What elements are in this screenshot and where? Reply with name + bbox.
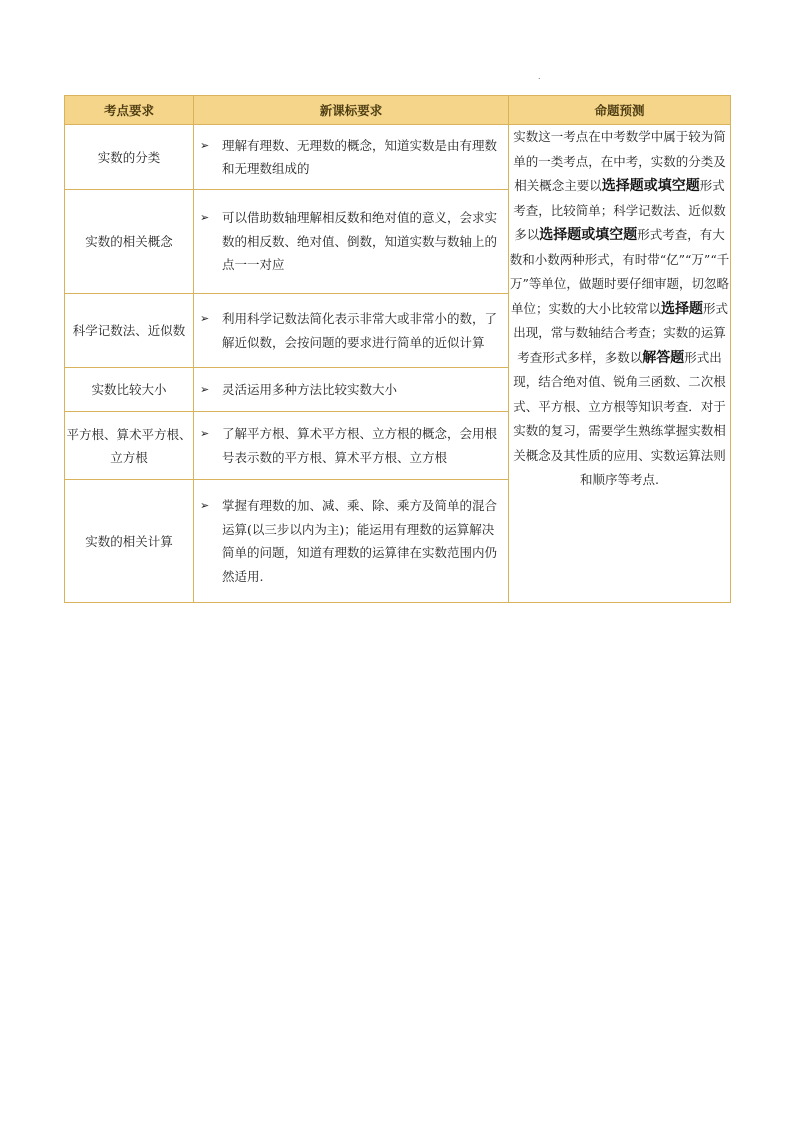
requirement-cell <box>194 368 509 412</box>
header-topic: 考点要求 <box>65 96 194 125</box>
bullet-arrow-icon: ➢ <box>200 138 210 152</box>
bullet-arrow-icon: ➢ <box>200 211 210 225</box>
topic-cell: 平方根、算术平方根、立方根 <box>65 412 194 480</box>
requirement-cell <box>194 294 509 368</box>
requirement-cell <box>194 190 509 294</box>
header-requirement: 新课标要求 <box>194 96 509 125</box>
requirement-text: 利用科学记数法简化表示非常大或非常小的数，了解近似数，会按问题的要求进行简单的近似计算 <box>222 311 498 350</box>
requirement-text: 掌握有理数的加、减、乘、除、乘方及简单的混合运算(以三步以内为主)；能运用有理数的运算解决简单的问题，知道有理数的运算律在实数范围内仍然适用. <box>222 498 498 584</box>
table-header-row <box>65 96 731 125</box>
bullet-arrow-icon: ➢ <box>200 499 210 512</box>
topic-cell: 实数的相关计算 <box>65 480 194 603</box>
page-dot: . <box>538 72 541 81</box>
requirement-text: 可以借助数轴理解相反数和绝对值的意义，会求实数的相反数、绝对值、倒数，知道实数与数轴上的点一一对应 <box>222 210 498 273</box>
topic-cell: 实数的相关概念 <box>65 190 194 294</box>
table-row <box>65 125 731 190</box>
topic-cell: 实数的分类 <box>65 125 194 190</box>
prediction-text: 实数这一考点在中考数学中属于较为简单的一类考点，在中考，实数的分类及相关概念主要以选择题或填空题形式考查，比较简单；科学记数法、近似数多以选择题或填空题形式考查，有大数和小数两种形式，有时带“亿”“万”“千万”等单位，做题时要仔细审题，切忽略单位；实数的大小比较常以选择题形式出现，常与数轴结合考查；实数的运算考查形式多样，多数以解答题形式出现，结合绝对值、锐角三函数、二次根式、平方根、立方根等知识考查．对于实数的复习，需要学生熟练掌握实数相关概念及其性质的应用、实数运算法则和顺序等考点. <box>509 129 730 487</box>
requirement-text: 灵活运用多种方法比较实数大小 <box>222 381 398 397</box>
topic-cell: 科学记数法、近似数 <box>65 294 194 368</box>
bullet-arrow-icon: ➢ <box>200 427 210 440</box>
requirement-cell <box>194 125 509 190</box>
prediction-cell <box>509 125 731 603</box>
emphasis-text: 解答题 <box>642 349 685 366</box>
topic-cell: 实数比较大小 <box>65 368 194 412</box>
emphasis-text: 选择题或填空题 <box>601 178 700 194</box>
requirement-cell <box>194 412 509 480</box>
bullet-arrow-icon: ➢ <box>200 312 210 325</box>
requirement-text: 了解平方根、算术平方根、立方根的概念，会用根号表示数的平方根、算术平方根、立方根 <box>222 426 498 465</box>
emphasis-text: 选择题或填空题 <box>539 227 638 243</box>
bullet-arrow-icon: ➢ <box>200 382 210 396</box>
requirement-cell <box>194 480 509 603</box>
requirements-table <box>64 95 731 603</box>
emphasis-text: 选择题 <box>661 300 703 317</box>
requirement-text: 理解有理数、无理数的概念，知道实数是由有理数和无理数组成的 <box>222 137 498 176</box>
header-prediction: 命题预测 <box>509 96 731 125</box>
